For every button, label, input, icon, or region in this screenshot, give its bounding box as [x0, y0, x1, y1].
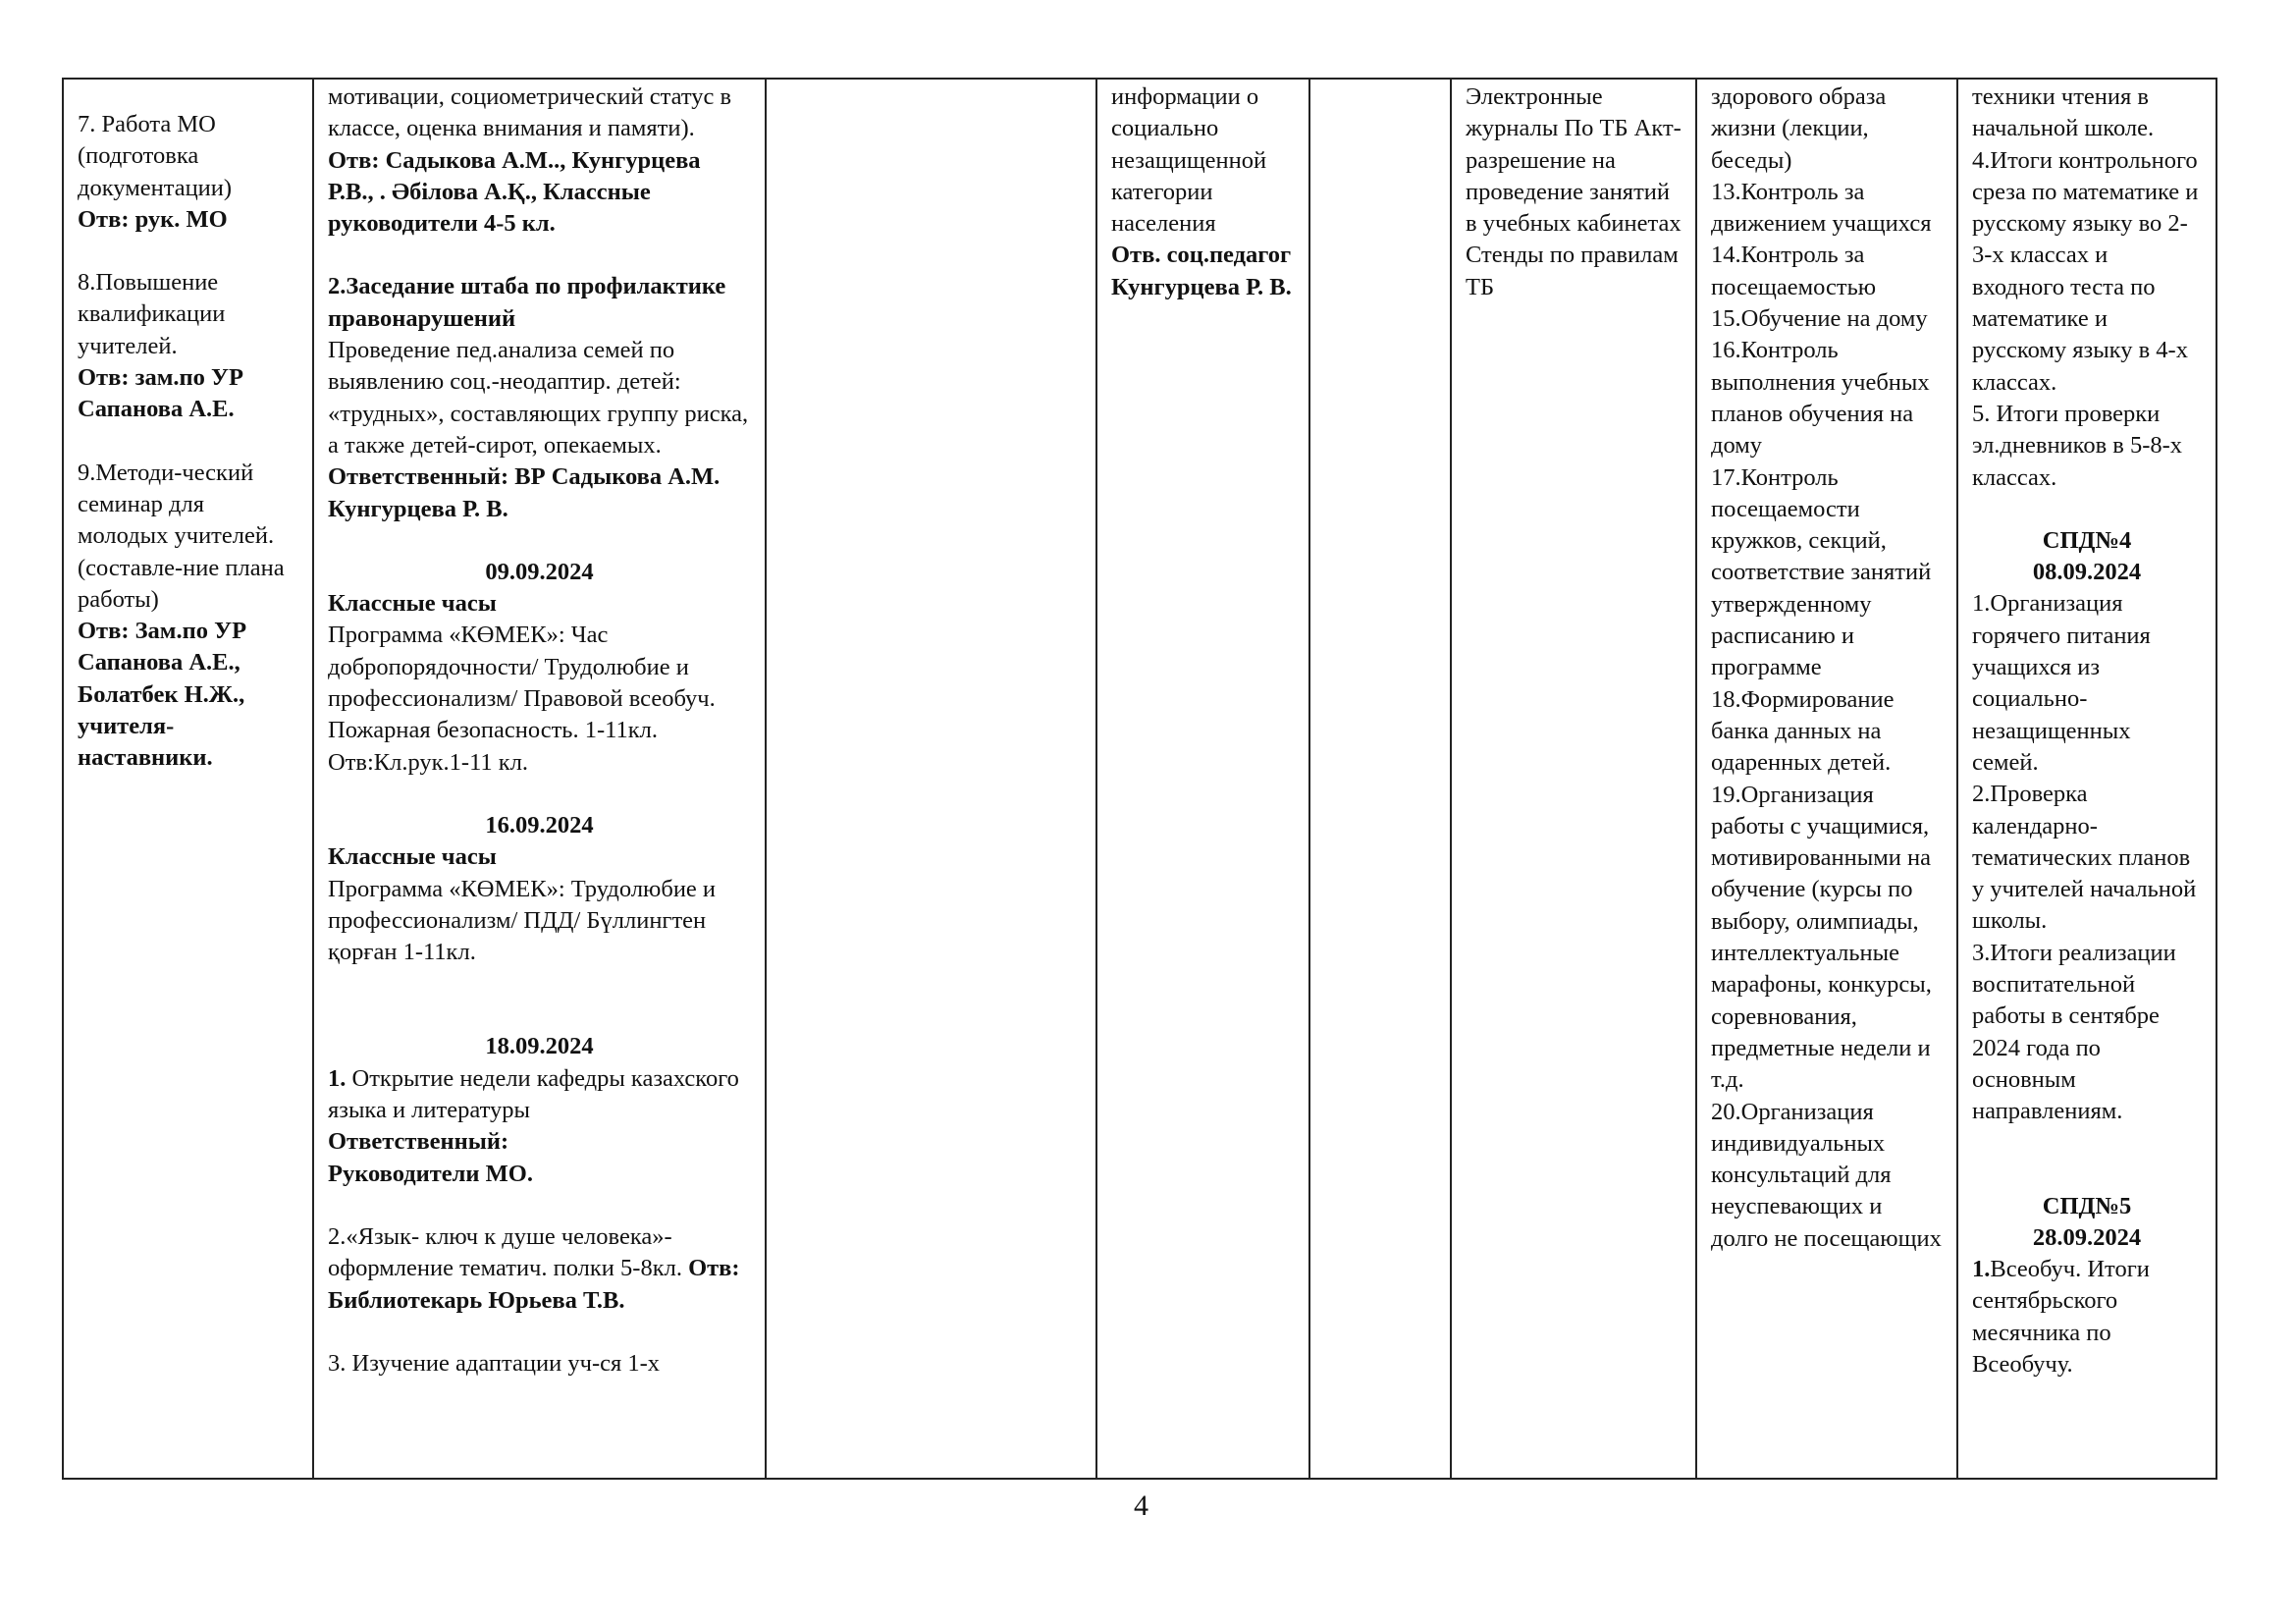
cell-social-info: [1096, 79, 1309, 1479]
control-item-18: 18.Формирование банка данных на одаренных детей.: [1711, 685, 1895, 777]
date3-item2-responsible: Отв: Библиотекарь Юрьева Т.В.: [328, 1255, 740, 1314]
control-item-14: 14.Контроль за посещаемостью: [1711, 242, 1877, 300]
control-item-17: 17.Контроль посещаемости кружков, секций, соответствие занятий утвержденному расписанию и программе: [1711, 463, 1932, 681]
spd4-item-1: 1.Организация горячего питания учащихся из социально-незащищенных семей.: [1972, 590, 2151, 776]
spd4-title: СПД№4: [2042, 526, 2132, 554]
date3-item2-text: 2.«Язык- ключ к душе человека»- оформление тематич. полки 5-8кл.: [328, 1222, 689, 1282]
date1-text: Программа «КӨМЕК»: Час добропорядочности/ Трудолюбие и профессионализм/ Правовой всеобуч. Пожарная безопасность. 1-11кл. Отв:Кл.рук.1-11 кл.: [328, 622, 716, 776]
continued-responsible: Отв: Садыкова А.М.., Кунгурцева Р.В., . Әбілова А.Қ., Классные руководители 4-5 кл.: [328, 146, 701, 238]
date-heading-3: 18.09.2024: [485, 1033, 594, 1060]
spd4-item-3: 3.Итоги реализации воспитательной работы в сентябре 2024 года по основным направлениям.: [1972, 939, 2176, 1125]
item7-text: 7. Работа МО (подготовка документации): [78, 111, 233, 201]
date2-title: Классные часы: [328, 843, 497, 871]
cell-empty-1: [766, 79, 1096, 1479]
date3-item3-text: 3. Изучение адаптации уч-ся 1-х: [328, 1349, 661, 1377]
spd5-title: СПД№5: [2042, 1192, 2132, 1219]
spd4-date: 08.09.2024: [2032, 559, 2142, 586]
documents-text: Электронные журналы По ТБ Акт-разрешение на проведение занятий в учебных кабинетах Стенды по правилам ТБ: [1466, 83, 1682, 300]
cell-educational-work: [313, 79, 766, 1479]
meetings-continued: техники чтения в начальной школе.: [1972, 83, 2155, 142]
date3-item2: [328, 1221, 751, 1317]
date3-item1-number: 1.: [328, 1064, 347, 1092]
continued-text: мотивации, социометрический статус в классе, оценка внимания и памяти).: [328, 83, 732, 142]
spd5-item1-text: Всеобуч. Итоги сентябрьского месячника по Всеобучу.: [1972, 1256, 2150, 1378]
item8-responsible: Отв: зам.по УР Сапанова А.Е.: [78, 364, 243, 423]
social-info-responsible: Отв. соц.педагог Кунгурцева Р. В.: [1111, 242, 1292, 300]
control-item-20: 20.Организация индивидуальных консультаций для неуспевающих и долго не посещающих: [1711, 1098, 1942, 1252]
item9-responsible: Отв: Зам.по УР Сапанова А.Е., Болатбек Н.Ж., учителя-наставники.: [78, 618, 247, 772]
control-item-16: 16.Контроль выполнения учебных планов обучения на дому: [1711, 337, 1930, 460]
cell-documents: [1451, 79, 1696, 1479]
spd5-item1-number: 1.: [1972, 1256, 1991, 1283]
social-info-text: информации о социально незащищенной категории населения: [1111, 83, 1267, 238]
control-item-19: 19.Организация работы с учащимися, мотивированными на обучение (курсы по выбору, олимпиады, интеллектуальные марафоны, конкурсы, соревнования, предметные недели и т.д.: [1711, 781, 1932, 1094]
date-heading-1: 09.09.2024: [485, 558, 594, 585]
item2-title: 2.Заседание штаба по профилактике правонарушений: [328, 273, 726, 332]
spd4-item-2: 2.Проверка календарно-тематических планов у учителей начальной школы.: [1972, 781, 2197, 935]
item2-text: Проведение пед.анализа семей по выявлению соц.-неодаптир. детей: «трудных», составляющих группу риска, а также детей-сирот, опекаемых.: [328, 337, 749, 459]
item9-text: 9.Методи-ческий семинар для молодых учителей. (составле-ние плана работы): [78, 459, 285, 613]
cell-meetings: [1957, 79, 2216, 1479]
cell-empty-2: [1309, 79, 1451, 1479]
meetings-item-5: 5. Итоги проверки эл.дневников в 5-8-х классах.: [1972, 400, 2183, 491]
spd5-date: 28.09.2024: [2032, 1223, 2142, 1251]
cell-methodical-work: [63, 79, 313, 1479]
date2-text: Программа «КӨМЕК»: Трудолюбие и профессионализм/ ПДД/ Бүллингтен қорған 1-11кл.: [328, 875, 717, 966]
date3-item1-text: Открытие недели кафедры казахского языка и литературы: [328, 1064, 739, 1124]
item8-text: 8.Повышение квалификации учителей.: [78, 269, 226, 359]
date-heading-2: 16.09.2024: [485, 811, 594, 839]
page-number: 4: [1134, 1489, 1148, 1522]
date3-item1: [328, 1063, 751, 1127]
date3-item1-responsible: Руководители МО.: [328, 1160, 533, 1187]
spd5-item-1: [1972, 1254, 2202, 1380]
control-item-15: 15.Обучение на дому: [1711, 305, 1928, 333]
item2-responsible: Ответственный: ВР Садыкова А.М. Кунгурцева Р. В.: [328, 463, 721, 522]
control-continued: здорового образа жизни (лекции, беседы): [1711, 83, 1887, 174]
date3-item1-responsible-label: Ответственный:: [328, 1128, 509, 1156]
plan-table: [62, 78, 2217, 1480]
control-item-13: 13.Контроль за движением учащихся: [1711, 178, 1932, 238]
cell-control-items: [1696, 79, 1957, 1479]
item7-responsible: Отв: рук. МО: [78, 205, 228, 233]
meetings-item-4: 4.Итоги контрольного среза по математике и русскому языку во 2-3-х классах и входного теста по математике и русскому языку в 4-х классах.: [1972, 146, 2199, 396]
date1-title: Классные часы: [328, 590, 497, 618]
table-row: [63, 79, 2216, 1479]
